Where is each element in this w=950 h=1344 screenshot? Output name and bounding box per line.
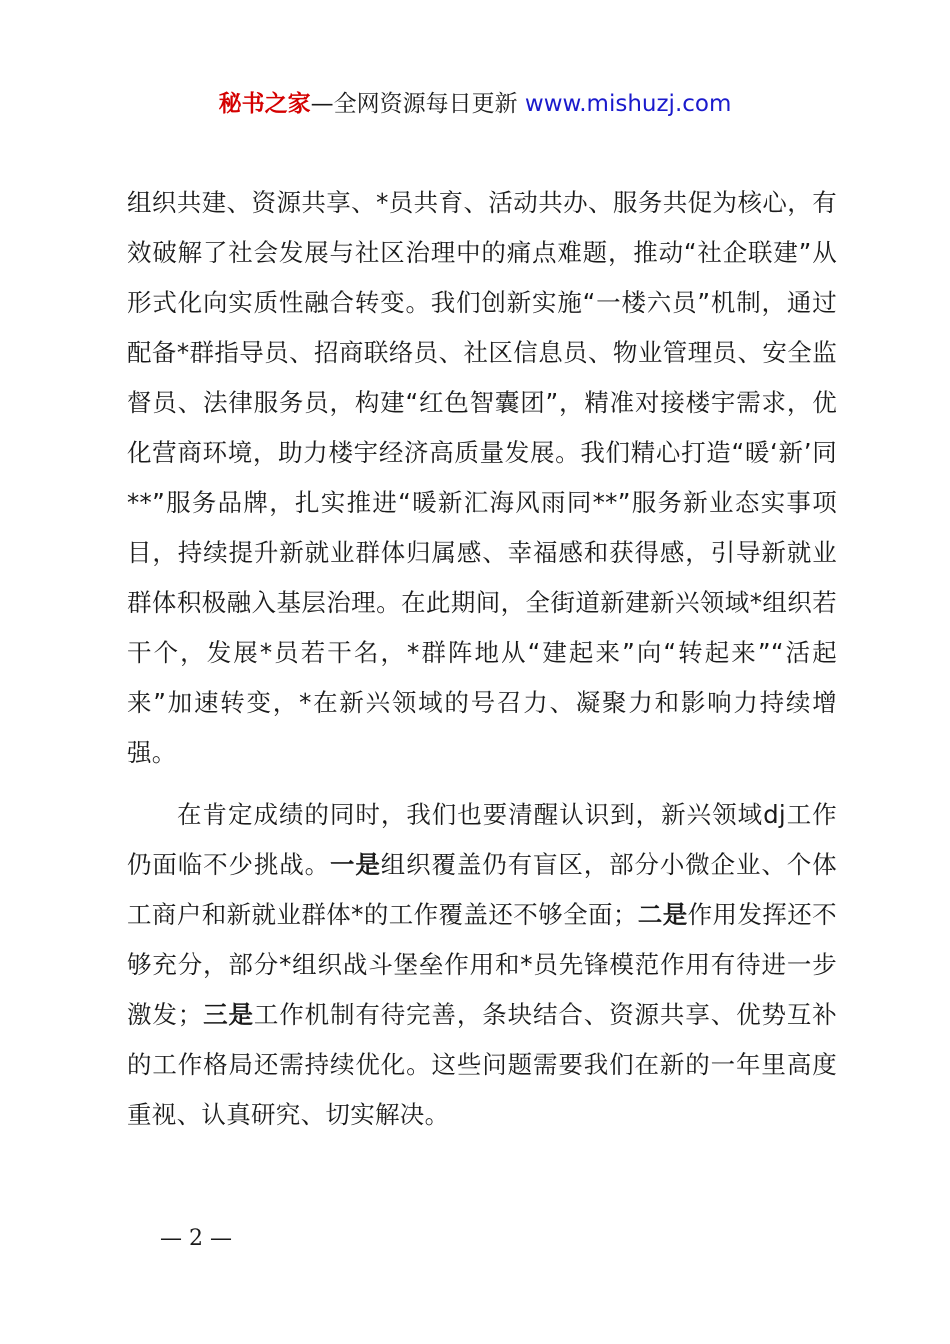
- site-header: [0, 86, 950, 122]
- challenges-intro: 在肯定成绩的同时，我们也要清醒认识到，新兴领域dj工作仍面临不少挑战。: [127, 800, 837, 879]
- paragraph-challenges: [127, 790, 837, 1140]
- point-two-text: 作用发挥还不够充分，部分*组织战斗堡垒作用和*员先锋模范作用有待进一步激发；: [127, 900, 837, 1029]
- point-three-text: 工作机制有待完善，条块结合、资源共享、优势互补的工作格局还需持续优化。这些问题需要我们在新的一年里高度重视、认真研究、切实解决。: [127, 1000, 837, 1129]
- point-two-label: 二是: [637, 900, 688, 929]
- document-body: [127, 178, 837, 1140]
- site-url[interactable]: www.mishuzj.com: [524, 91, 732, 117]
- point-one-label: 一是: [330, 850, 381, 879]
- header-slogan: —全网资源每日更新: [310, 91, 525, 117]
- brand-name: 秘书之家: [218, 91, 311, 117]
- page-number: — 2 —: [160, 1226, 232, 1251]
- point-one-text: 组织覆盖仍有盲区，部分小微企业、个体工商户和新就业群体*的工作覆盖还不够全面；: [127, 850, 837, 929]
- paragraph-achievements: 组织共建、资源共享、*员共育、活动共办、服务共促为核心，有效破解了社会发展与社区治理中的痛点难题，推动“社企联建”从形式化向实质性融合转变。我们创新实施“一楼六员”机制，通过配备*群指导员、招商联络员、社区信息员、物业管理员、安全监督员、法律服务员，构建“红色智囊团”，精准对接楼宇需求，优化营商环境，助力楼宇经济高质量发展。我们精心打造“暖‘新’同**”服务品牌，扎实推进“暖新汇海风雨同**”服务新业态实事项目，持续提升新就业群体归属感、幸福感和获得感，引导新就业群体积极融入基层治理。在此期间，全街道新建新兴领域*组织若干个，发展*员若干名，*群阵地从“建起来”向“转起来”“活起来”加速转变，*在新兴领域的号召力、凝聚力和影响力持续增强。: [127, 188, 837, 767]
- point-three-label: 三是: [202, 1000, 254, 1029]
